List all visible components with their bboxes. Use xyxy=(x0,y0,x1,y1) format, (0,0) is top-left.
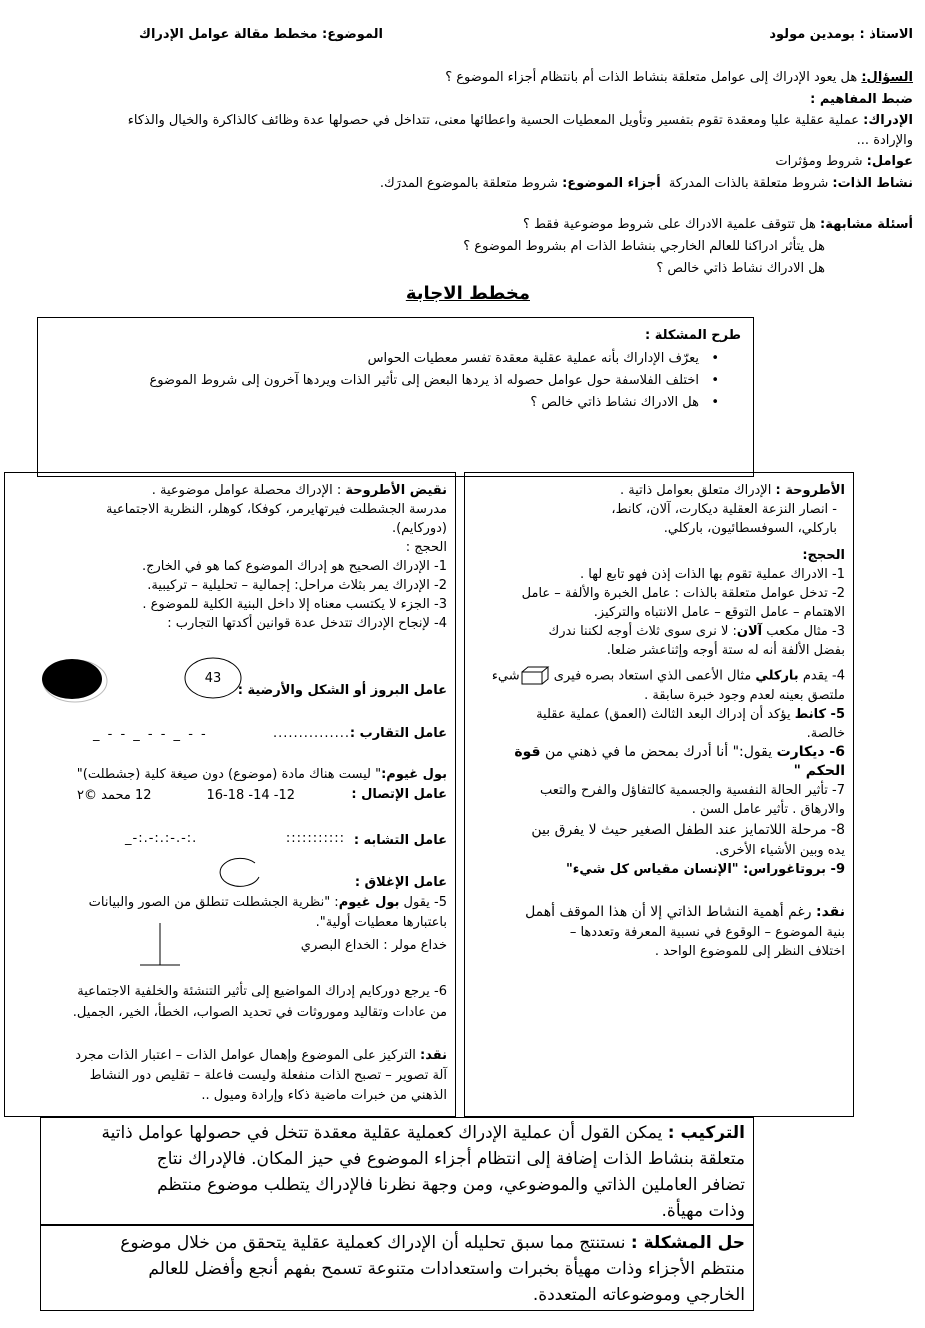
thesis-arg-3-name: آلان xyxy=(736,624,763,639)
self-text: شروط متعلقة بالذات المدركة xyxy=(668,176,829,191)
problem-bullet: • يعرّف الإداراك بأنه عملية عقلية معقدة تفسر معطيات الحواس xyxy=(149,348,699,370)
antithesis-text: : الإدراك محصلة عوامل موضوعية . xyxy=(151,483,342,498)
solution-line-3: الخارجي وموضوعاته المتعددة. xyxy=(532,1285,745,1305)
factors-text: شروط ومؤثرات xyxy=(775,154,863,169)
perception-text-2: والإرادة ... xyxy=(856,133,913,148)
thesis-arg-3-prefix: 3- مثال مكعب xyxy=(766,624,845,639)
synthesis-text-1: يمكن القول أن عملية الإدراك كعملية عقلية معقدة تتخل في حصولها عوامل ذاتية xyxy=(101,1123,663,1143)
antithesis-arg-3: 3- الجزء لا يكتسب معناه إلا داخل البنية الكلية للموضوع . xyxy=(142,597,447,612)
antithesis-critique-3: الذهني من خبرات ماضية ذكاء وإرادة وميول .. xyxy=(201,1088,447,1103)
thesis-critique-label: نقد: xyxy=(815,904,845,920)
similarity-dots-b: .:-.-:.:-.:-_ xyxy=(125,831,198,846)
thesis-arg-2a: 2- تدخل عوامل متعلقة بالذات : عامل الخبرة والألفة – عامل xyxy=(521,586,845,601)
antithesis-critique-line xyxy=(75,1046,447,1065)
factor-similarity: عامل التشابه : xyxy=(353,833,447,848)
gestalt-quote-line xyxy=(77,765,447,784)
antithesis-arg-5-name: بول غيوم xyxy=(338,895,400,910)
synthesis-box xyxy=(40,1117,754,1225)
antithesis-arg-5-prefix: 5- يقول xyxy=(403,895,447,910)
synthesis-line-1 xyxy=(101,1120,745,1146)
problem-bullets xyxy=(149,348,721,414)
question-label: السؤال: xyxy=(861,70,913,85)
question-line xyxy=(445,68,913,87)
thesis-critique-2: بنية الموضوع – الوقوع في نسبية المعرفة وتعددها – xyxy=(569,925,845,940)
similar-q1: هل تتوقف علمية الادراك على شروط موضوعية فقط ؟ xyxy=(522,217,816,232)
antithesis-critique-2: آلة تصوير – تصبح الذات منفعلة وليست فاعلة – تقليص دور النشاط xyxy=(89,1068,447,1083)
thesis-arg-2b: الاهتمام – عامل التوقع – عامل الانتباه والتركيز. xyxy=(593,605,845,620)
solution-text-1: نستنتج مما سبق تحليله أن الإدراك كعملية عقلية يتحقق من خلال موضوع xyxy=(120,1233,626,1253)
antithesis-arg-4: 4- لإنجاح الإدراك تتدخل عدة قوانين أكدتها التجارب : xyxy=(167,616,447,631)
antithesis-school-2: (دوركايم). xyxy=(391,521,447,536)
problem-bullet: • اختلف الفلاسفة حول عوامل حصوله اذ يردها البعض إلى تأثير الذات ويردها آخرون إلى شروط الموضوع xyxy=(149,370,699,392)
thesis-arg-5b: خالصة. xyxy=(806,726,845,741)
muller-lyer-figure-icon xyxy=(135,921,185,971)
proximity-dots: ............... xyxy=(273,726,350,741)
antithesis-arg-1: 1- الإدراك الصحيح هو إدراك الموضوع كما هو في الخارج. xyxy=(141,559,447,574)
thesis-critique-3: اختلاف النظر إلى للموضوع الواحد . xyxy=(654,944,845,959)
thesis-arg-6-text: يقول:" أنا أدرك بمحض ما في ذهني من xyxy=(545,744,773,760)
thesis-arg-8a: 8- مرحلة اللاتمايز عند الطفل الصغير حيث لا يفرق بين xyxy=(531,822,845,838)
factor-figure-ground: عامل البروز أو الشكل والأرضية : xyxy=(237,683,447,698)
thesis-critique-1: رغم أهمية النشاط الذاتي إلا أن هذا الموقف أهمل xyxy=(525,904,812,920)
antithesis-box xyxy=(4,472,456,1117)
factor-closure: عامل الإغلاق : xyxy=(354,875,447,890)
thesis-supporters-1: - انصار النزعة العقلية ديكارت، آلان، كانط، xyxy=(611,502,837,517)
synthesis-line-2: متعلقة بنشاط الذات إضافة إلى انتظام أجزاء الموضوع في حيز المكان. فالإدراك نتاج xyxy=(156,1149,745,1169)
thesis-arg-6-bold: قوة xyxy=(514,744,541,760)
antithesis-school-1: مدرسة الجشطلت فيرتهايرمر، كوفكا، كوهلر، النظرية الاجتماعية xyxy=(106,502,447,517)
problem-box xyxy=(37,317,754,477)
parts-label: أجزاء الموضوع: xyxy=(562,176,661,191)
muller-illusion: خداع مولر : الخداع البصري xyxy=(300,938,447,953)
synthesis-line-3: تضافر العاملين الذاتي والموضوعي، ومن وجهة نظرنا فالإدراك يتطلب موضوع منتظم xyxy=(157,1175,745,1195)
similar-label: أسئلة مشابهة: xyxy=(820,217,913,232)
self-label: نشاط الذات: xyxy=(832,176,913,191)
continuity-extra: 12 محمد ©٢ xyxy=(77,788,152,803)
thesis-supporters-2: باركلي، السوفسطائيون، باركلي. xyxy=(663,521,837,536)
thesis-box xyxy=(464,472,854,1117)
solution-line-1 xyxy=(120,1230,745,1256)
thesis-arg-9-quote: "الإنسان مقياس كل شيء" xyxy=(565,862,739,877)
thesis-arg-9-name: 9- بروتاغوراس: xyxy=(743,862,845,877)
closure-open-circle-icon xyxy=(215,855,263,889)
thesis-arg-5-text: يؤكد أن إدراك البعد الثالث (العمق) عملية عقلية xyxy=(536,707,791,722)
factors-label: عوامل: xyxy=(866,154,913,169)
problem-bullet: • هل الادراك نشاط ذاتي خالص ؟ xyxy=(149,392,699,414)
solution-label: حل المشكلة : xyxy=(630,1233,745,1253)
antithesis-arg-5-line xyxy=(89,893,447,912)
black-ellipse-icon xyxy=(39,656,109,704)
perception-text-1: عملية عقلية عليا ومعقدة تقوم بتفسير وتأويل المعطيات الحسية واعطائها معنى، تتداخل في حصولها عدة وظائف كالذاكرة والخيال والذكاء xyxy=(127,113,859,128)
thesis-arg-7b: والارهاق . تأثير عامل السن . xyxy=(691,802,845,817)
antithesis-args-title: الحجج : xyxy=(405,540,447,555)
figure-ground-number: 43 xyxy=(204,671,222,686)
antithesis-arg-2: 2- الإدراك يمر بثلاث مراحل: إجمالية – تحليلية – تركيبية. xyxy=(147,578,447,593)
similar-q3: هل الادراك نشاط ذاتي خالص ؟ xyxy=(656,261,825,276)
antithesis-arg-6b: من عادات وتقاليد وموروثات في تحديد الصواب، الخطأ، الخير، الجميل. xyxy=(72,1005,447,1020)
synthesis-line-4: وذات مهيأة. xyxy=(661,1201,745,1221)
thesis-text: الإدراك متعلق بعوامل ذاتية . xyxy=(620,483,772,498)
concepts-title: ضبط المفاهيم : xyxy=(810,92,913,107)
thesis-arg-4-text: مثال الأعمى الذي استعاد بصره فيرى xyxy=(553,668,752,684)
gestalt-quote: " ليست هناك مادة (موضوع) دون صيغة كلية (جشطلت)" xyxy=(76,767,382,782)
cube-icon xyxy=(520,666,550,686)
question-text: هل يعود الإدراك إلى عوامل متعلقة بنشاط الذات أم بانتظام أجزاء الموضوع ؟ xyxy=(445,70,858,85)
factors-line xyxy=(775,152,913,171)
similarity-dots-a: ::::::::::: xyxy=(285,831,345,846)
thesis-arg-6-name: 6- ديكارت xyxy=(776,744,845,760)
thesis-arg-8b: يده وبين الأشياء الأخرى. xyxy=(715,843,845,858)
thesis-arg-5-name: 5- كانط xyxy=(794,707,845,722)
thesis-arg-6b: الحكم " xyxy=(793,763,845,779)
similar-q1-line xyxy=(523,215,913,234)
antithesis-arg-6a: 6- يرجع دوركايم إدراك المواضيع إلى تأثير التنشئة والخلفية الاجتماعية xyxy=(77,984,447,999)
antithesis-critique-1: التركيز على الموضوع وإهمال عوامل الذات – اعتبار الذات مجرد xyxy=(75,1048,416,1063)
similar-q2: هل يتأثر ادراكنا للعالم الخارجي بنشاط الذات ام بشروط الموضوع ؟ xyxy=(463,239,825,254)
antithesis-label: نقيض الأطروحة xyxy=(345,483,447,498)
thesis-arg-3b: بفضل الألفة أنه له ستة أوجه وإثناعشر ضلعا. xyxy=(606,643,845,658)
problem-title: طرح المشكلة : xyxy=(645,328,741,343)
thesis-arg-4-name: باركلي xyxy=(755,668,799,684)
self-parts-line xyxy=(380,174,913,193)
gestalt-name: بول غيوم: xyxy=(381,767,447,782)
perception-def-line1 xyxy=(128,111,913,130)
thesis-label: الأطروحة : xyxy=(775,483,845,498)
factor-proximity: عامل التقارب : xyxy=(349,726,447,741)
factor-continuity: عامل الإتصال : xyxy=(351,787,447,802)
solution-line-2: منتظم الأجزاء وذات مهيأة بخبرات واستعدادات متنوعة تسمح بفهم أنجع وأفضل للعالم xyxy=(148,1259,745,1279)
synthesis-label: التركيب : xyxy=(667,1123,745,1143)
antithesis-arg-5b: باعتبارها معطيات أولية". xyxy=(315,915,447,930)
solution-box xyxy=(40,1225,754,1311)
proximity-dashes: - - _ - - _ - - _ xyxy=(93,727,208,742)
thesis-args-title: الحجج: xyxy=(802,548,845,563)
thesis-arg-3-text: : لا نرى سوى ثلاث أوجه لكننا ندرك xyxy=(548,624,737,639)
thesis-arg-4-prefix: 4- يقدم xyxy=(802,668,845,684)
plan-title: مخطط الاجابة xyxy=(405,283,530,304)
thesis-arg-4-thing: شيء xyxy=(491,668,520,684)
perception-label: الإدراك: xyxy=(863,113,913,128)
antithesis-arg-5-text: : "نظرية الجشطلت تنطلق من الصور والبيانات xyxy=(88,895,339,910)
continuity-sequence: 12- 14- 16-18 xyxy=(206,788,295,803)
subject-title: الموضوع: مخطط مقالة عوامل الإدراك xyxy=(139,27,383,42)
parts-text: شروط متعلقة بالموضوع المدرَك. xyxy=(379,176,558,191)
thesis-arg-7a: 7- تأثير الحالة النفسية والجسمية كالتفاؤل والفرح والتعب xyxy=(540,783,845,798)
antithesis-critique-label: نقد: xyxy=(420,1048,447,1063)
thesis-arg-4b: ملتصق بعينه لعدم وجود خبرة سابقة . xyxy=(644,688,845,703)
teacher-name: الاستاذ : بومدين مولود xyxy=(769,27,913,42)
thesis-arg-1: 1- الادراك عملية تقوم بها الذات إذن فهو تابع لها . xyxy=(580,567,845,582)
